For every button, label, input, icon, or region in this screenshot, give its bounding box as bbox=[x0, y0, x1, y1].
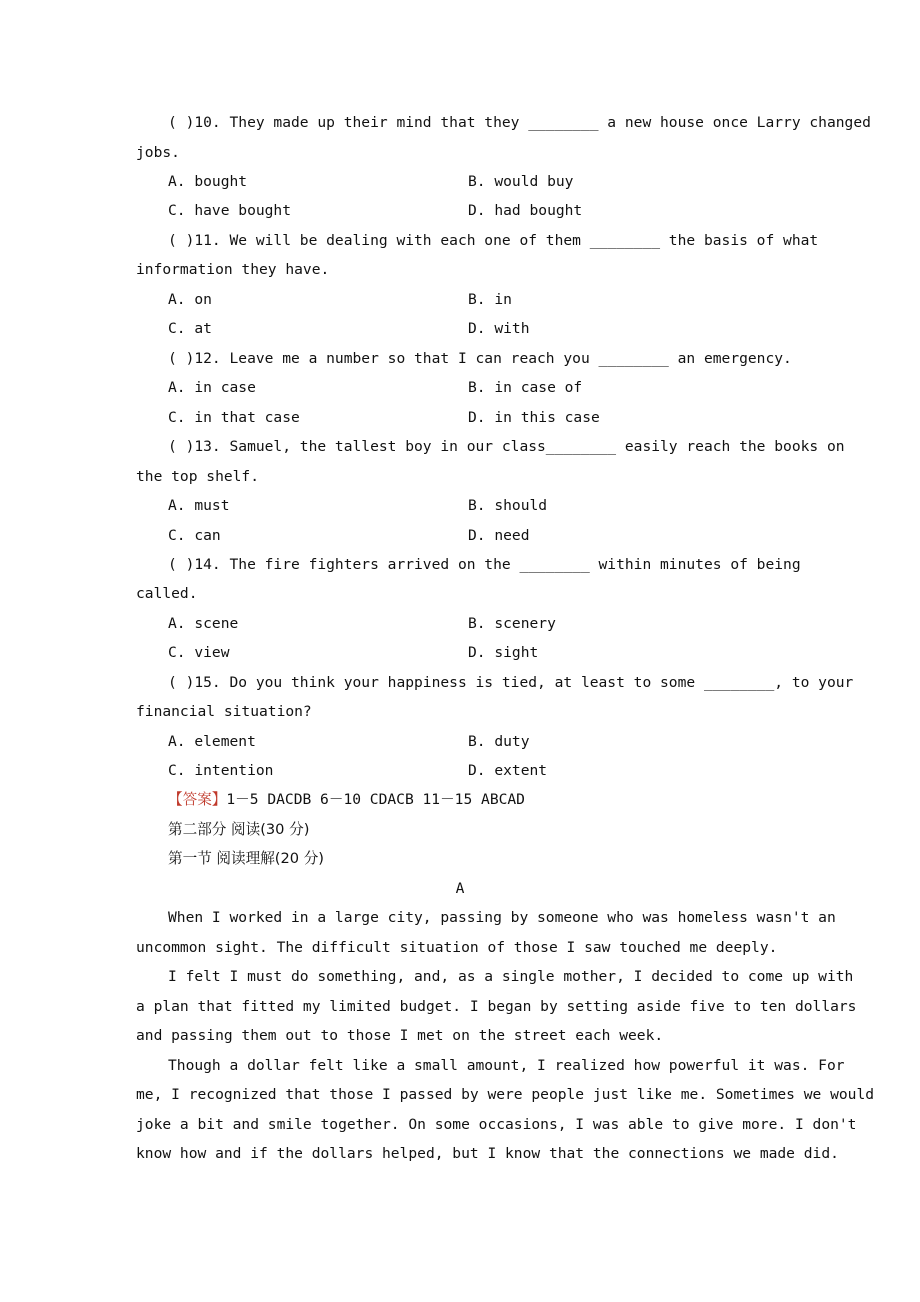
question-15-stem: ( )15. Do you think your happiness is tied, at least to some ________, to your bbox=[168, 674, 854, 691]
question-14-option-c: C. view bbox=[168, 644, 230, 661]
passage-paragraph-1-line-2: uncommon sight. The difficult situation of those I saw touched me deeply. bbox=[136, 939, 778, 956]
question-11-stem: ( )11. We will be dealing with each one of them ________ the basis of what bbox=[168, 232, 819, 249]
question-12-stem: ( )12. Leave me a number so that I can reach you ________ an emergency. bbox=[168, 350, 792, 367]
question-11-option-d: D. with bbox=[468, 320, 530, 337]
question-11-option-b: B. in bbox=[468, 291, 512, 308]
question-15-option-a: A. element bbox=[168, 733, 256, 750]
question-13-stem: ( )13. Samuel, the tallest boy in our class________ easily reach the books on bbox=[168, 438, 845, 455]
passage-label: A bbox=[455, 880, 465, 897]
question-11-option-c: C. at bbox=[168, 320, 212, 337]
passage-paragraph-1-line-1: When I worked in a large city, passing by someone who was homeless wasn't an bbox=[168, 909, 836, 926]
section-part-heading: 第二部分 阅读(30 分) bbox=[168, 821, 310, 838]
passage-paragraph-2-line-1: I felt I must do something, and, as a single mother, I decided to come up with bbox=[168, 968, 854, 985]
answer-text: 1－5 DACDB 6－10 CDACB 11－15 ABCAD bbox=[226, 791, 525, 808]
question-12-option-b: B. in case of bbox=[468, 379, 583, 396]
question-10-option-a: A. bought bbox=[168, 173, 248, 190]
passage-paragraph-3-line-4: know how and if the dollars helped, but I know that the connections we made did. bbox=[136, 1145, 839, 1162]
passage-paragraph-2-line-3: and passing them out to those I met on the street each week. bbox=[136, 1027, 664, 1044]
passage-paragraph-2-line-2: a plan that fitted my limited budget. I began by setting aside five to ten dollars bbox=[136, 998, 857, 1015]
question-12-option-d: D. in this case bbox=[468, 409, 600, 426]
question-15-option-d: D. extent bbox=[468, 762, 548, 779]
question-14-stem: ( )14. The fire fighters arrived on the ________ within minutes of being bbox=[168, 556, 801, 573]
question-14-option-b: B. scenery bbox=[468, 615, 556, 632]
question-13-option-d: D. need bbox=[468, 527, 530, 544]
question-10-option-d: D. had bought bbox=[468, 202, 583, 219]
question-14-stem-cont: called. bbox=[136, 585, 198, 602]
question-15-option-b: B. duty bbox=[468, 733, 530, 750]
question-10-stem-cont: jobs. bbox=[136, 144, 180, 161]
question-11-option-a: A. on bbox=[168, 291, 212, 308]
section-sub-heading: 第一节 阅读理解(20 分) bbox=[168, 850, 324, 867]
question-13-option-c: C. can bbox=[168, 527, 221, 544]
question-12-option-c: C. in that case bbox=[168, 409, 300, 426]
answer-tag: 【答案】 bbox=[168, 791, 227, 808]
passage-paragraph-3-line-1: Though a dollar felt like a small amount, I realized how powerful it was. For bbox=[168, 1057, 845, 1074]
question-13-stem-cont: the top shelf. bbox=[136, 468, 260, 485]
passage-paragraph-3-line-3: joke a bit and smile together. On some occasions, I was able to give more. I don't bbox=[136, 1116, 857, 1133]
answer-key bbox=[168, 790, 525, 810]
question-10-option-c: C. have bought bbox=[168, 202, 292, 219]
question-13-option-b: B. should bbox=[468, 497, 548, 514]
question-11-stem-cont: information they have. bbox=[136, 261, 330, 278]
question-10-option-b: B. would buy bbox=[468, 173, 574, 190]
question-12-option-a: A. in case bbox=[168, 379, 256, 396]
question-13-option-a: A. must bbox=[168, 497, 230, 514]
question-10-stem: ( )10. They made up their mind that they ________ a new house once Larry changed bbox=[168, 114, 871, 131]
question-15-option-c: C. intention bbox=[168, 762, 274, 779]
passage-paragraph-3-line-2: me, I recognized that those I passed by were people just like me. Sometimes we would bbox=[136, 1086, 875, 1103]
question-14-option-d: D. sight bbox=[468, 644, 539, 661]
question-14-option-a: A. scene bbox=[168, 615, 239, 632]
question-15-stem-cont: financial situation? bbox=[136, 703, 312, 720]
